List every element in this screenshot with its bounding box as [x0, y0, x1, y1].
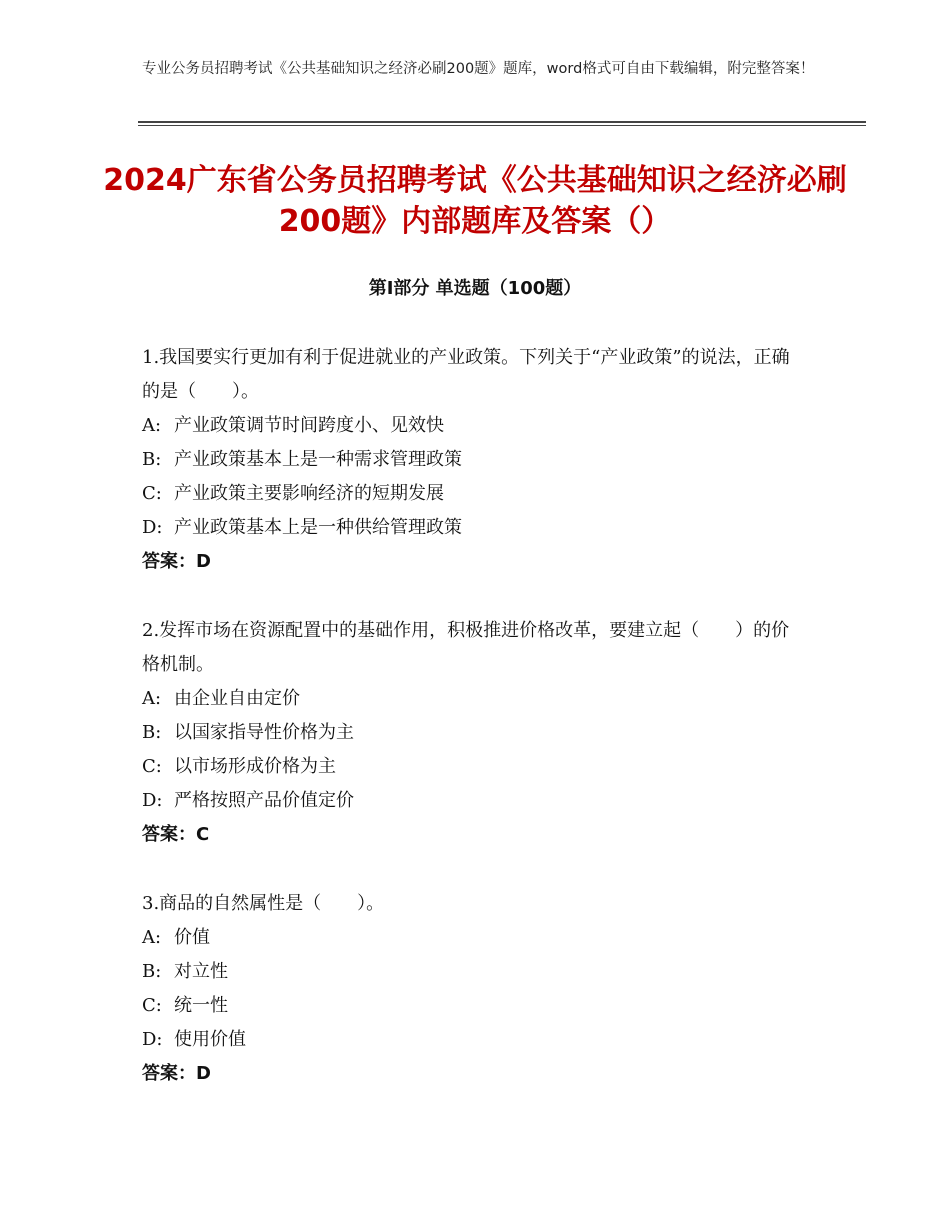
question-block — [142, 614, 802, 852]
option-c — [142, 750, 802, 784]
option-letter: D: — [142, 790, 163, 811]
answer-line: 答案：D — [142, 1063, 211, 1084]
option-text: 严格按照产品价值定价 — [174, 790, 354, 811]
option-text: 统一性 — [174, 995, 228, 1016]
option-text: 使用价值 — [174, 1029, 246, 1050]
option-b — [142, 443, 802, 477]
option-b — [142, 955, 802, 989]
option-letter: C: — [142, 483, 162, 504]
question-stem: 1.我国要实行更加有利于促进就业的产业政策。下列关于“产业政策”的说法，正确的是（ ）。 — [142, 347, 790, 402]
option-letter: B: — [142, 449, 162, 470]
option-text: 由企业自由定价 — [174, 688, 300, 709]
option-letter: D: — [142, 517, 163, 538]
question-stem: 2.发挥市场在资源配置中的基础作用，积极推进价格改革，要建立起（ ）的价格机制。 — [142, 620, 790, 675]
section-title: 第Ⅰ部分 单选题（100题） — [368, 278, 582, 299]
option-text: 产业政策调节时间跨度小、见效快 — [174, 415, 444, 436]
option-text: 对立性 — [174, 961, 228, 982]
option-letter: C: — [142, 995, 162, 1016]
option-a — [142, 921, 802, 955]
option-text: 产业政策基本上是一种供给管理政策 — [174, 517, 462, 538]
option-text: 以国家指导性价格为主 — [174, 722, 354, 743]
option-a — [142, 682, 802, 716]
option-letter: B: — [142, 722, 162, 743]
document-title: 2024广东省公务员招聘考试《公共基础知识之经济必刷200题》内部题库及答案（） — [103, 163, 847, 239]
option-letter: D: — [142, 1029, 163, 1050]
option-text: 产业政策基本上是一种需求管理政策 — [174, 449, 462, 470]
header-divider — [138, 121, 866, 126]
question-block — [142, 341, 802, 579]
question-block — [142, 887, 802, 1091]
question-stem: 3.商品的自然属性是（ ）。 — [142, 893, 385, 914]
option-text: 产业政策主要影响经济的短期发展 — [174, 483, 444, 504]
option-letter: A: — [142, 927, 162, 948]
option-letter: B: — [142, 961, 162, 982]
option-letter: A: — [142, 688, 162, 709]
option-c — [142, 477, 802, 511]
option-d — [142, 511, 802, 545]
option-text: 以市场形成价格为主 — [174, 756, 336, 777]
option-letter: C: — [142, 756, 162, 777]
option-letter: A: — [142, 415, 162, 436]
option-d — [142, 1023, 802, 1057]
answer-line: 答案：D — [142, 551, 211, 572]
answer-line: 答案：C — [142, 824, 210, 845]
option-c — [142, 989, 802, 1023]
option-d — [142, 784, 802, 818]
option-text: 价值 — [174, 927, 210, 948]
option-a — [142, 409, 802, 443]
header-note: 专业公务员招聘考试《公共基础知识之经济必刷200题》题库，word格式可自由下载编辑，附完整答案！ — [142, 61, 815, 77]
option-b — [142, 716, 802, 750]
